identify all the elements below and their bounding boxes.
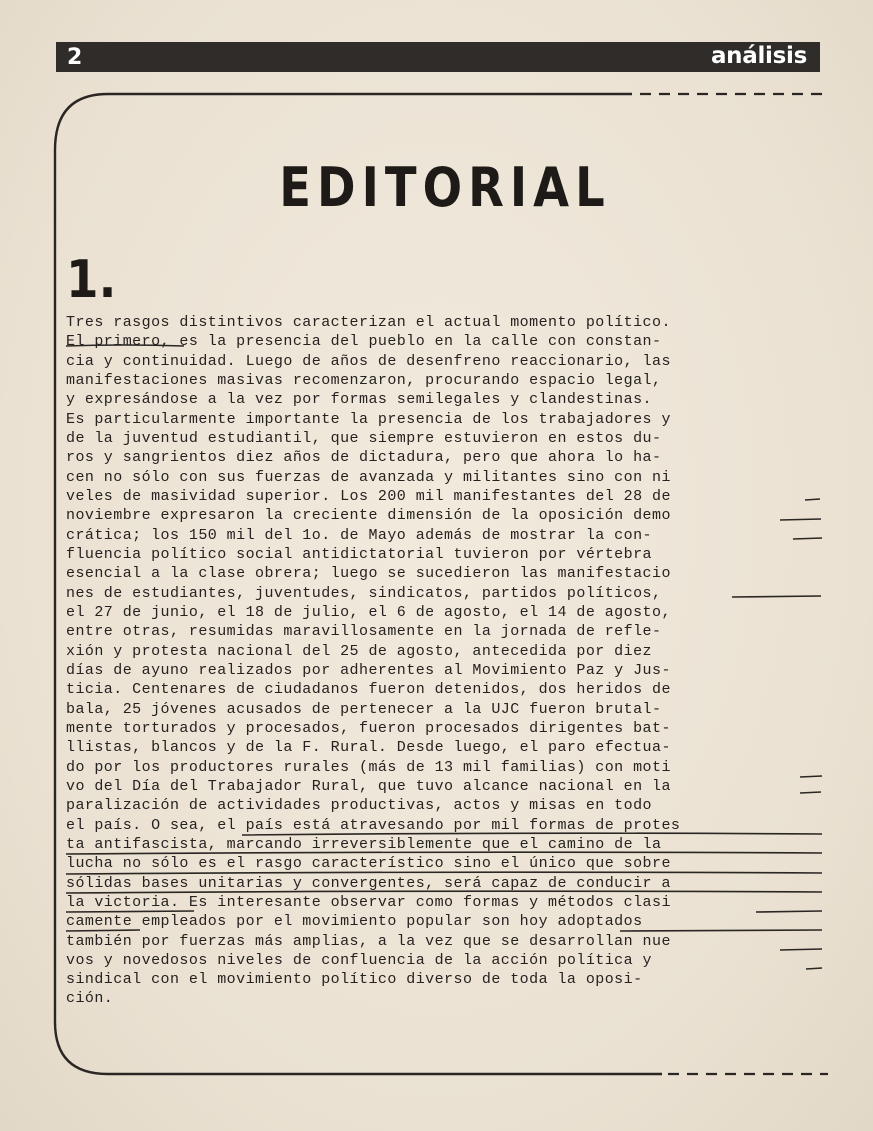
body-line: noviembre expresaron la creciente dimensión de la oposición demo: [66, 507, 671, 525]
body-line: nes de estudiantes, juventudes, sindicatos, partidos políticos,: [66, 584, 662, 602]
article-body: [66, 313, 826, 1009]
section-label: análisis: [710, 43, 807, 69]
body-line: do por los productores rurales (más de 13 mil familias) con moti: [66, 758, 671, 776]
body-line: de la juventud estudiantil, que siempre estuvieron en estos du-: [66, 429, 662, 447]
body-line: la victoria. Es interesante observar como formas y métodos clasi: [66, 893, 671, 911]
body-line: manifestaciones masivas recomenzaron, procurando espacio legal,: [66, 371, 662, 389]
body-line: el país. O sea, el país está atravesando por mil formas de protes: [66, 816, 681, 834]
body-line: paralización de actividades productivas, actos y misas en todo: [66, 797, 652, 815]
body-line: Tres rasgos distintivos caracterizan el actual momento político.: [66, 314, 671, 331]
body-line: Es particularmente importante la presencia de los trabajadores y: [66, 410, 671, 428]
body-line: vo del Día del Trabajador Rural, que tuvo alcance nacional en la: [66, 777, 671, 795]
body-line: bala, 25 jóvenes acusados de pertenecer a la UJC fueron brutal-: [66, 700, 662, 718]
body-line: sindical con el movimiento político diverso de toda la oposi-: [66, 971, 643, 989]
body-line: sólidas bases unitarias y convergentes, será capaz de conducir a: [66, 874, 671, 892]
body-line: esencial a la clase obrera; luego se sucedieron las manifestacio: [66, 565, 671, 583]
body-line: lucha no sólo es el rasgo característico sino el único que sobre: [66, 855, 671, 873]
body-line: xión y protesta nacional del 25 de agosto, antecedida por diez: [66, 642, 652, 660]
section-number: 1.: [66, 250, 117, 310]
body-line: cia y continuidad. Luego de años de desenfreno reaccionario, las: [66, 352, 671, 370]
body-line: y expresándose a la vez por formas semilegales y clandestinas.: [66, 391, 652, 409]
body-line: crática; los 150 mil del 1o. de Mayo además de mostrar la con-: [66, 526, 652, 544]
body-line: vos y novedosos niveles de confluencia de la acción política y: [66, 951, 652, 969]
body-line: cen no sólo con sus fuerzas de avanzada y militantes sino con ni: [66, 468, 671, 486]
body-line: días de ayuno realizados por adherentes al Movimiento Paz y Jus-: [66, 661, 671, 679]
body-line: fluencia político social antidictatorial tuvieron por vértebra: [66, 545, 652, 563]
page-number: 2: [67, 45, 83, 70]
body-line: el 27 de junio, el 18 de julio, el 6 de agosto, el 14 de agosto,: [66, 603, 671, 621]
body-line: veles de masividad superior. Los 200 mil manifestantes del 28 de: [66, 487, 671, 505]
body-line: ticia. Centenares de ciudadanos fueron detenidos, dos heridos de: [66, 681, 671, 699]
body-line: camente empleados por el movimiento popular son hoy adoptados: [66, 913, 643, 931]
body-line: entre otras, resumidas maravillosamente en la jornada de refle-: [66, 623, 662, 641]
body-line: mente torturados y procesados, fueron procesados dirigentes bat-: [66, 719, 671, 737]
editorial-title: EDITORIAL: [279, 156, 611, 219]
body-line: El primero, es la presencia del pueblo en la calle con constan-: [66, 333, 662, 351]
body-line: también por fuerzas más amplias, a la vez que se desarrollan nue: [66, 932, 671, 950]
body-line: llistas, blancos y de la F. Rural. Desde luego, el paro efectua-: [66, 739, 671, 757]
body-line: ros y sangrientos diez años de dictadura, pero que ahora lo ha-: [66, 449, 662, 467]
body-line: ción.: [66, 990, 114, 1008]
body-line: ta antifascista, marcando irreversiblemente que el camino de la: [66, 835, 662, 853]
